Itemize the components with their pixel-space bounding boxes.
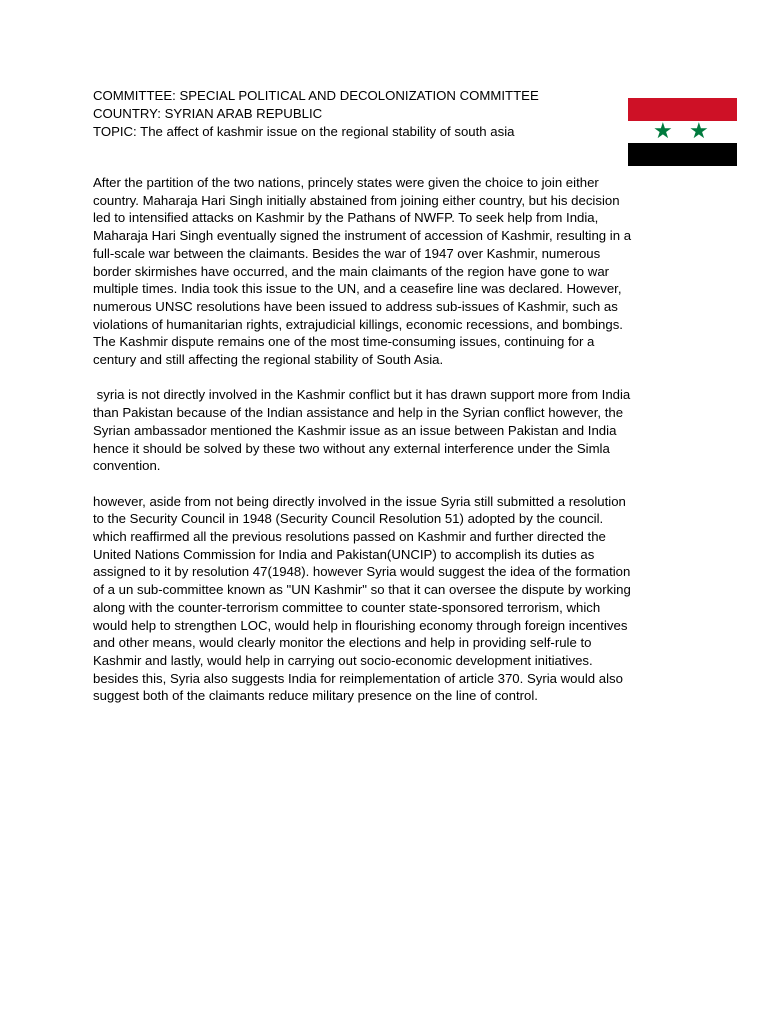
text-line: border skirmishes have occurred, and the main claimants of the region have gone to war — [93, 263, 610, 279]
text-line: numerous UNSC resolutions have been issued to address sub-issues of Kashmir, such as — [93, 298, 618, 314]
text-line: After the partition of the two nations, princely states were given the choice to join either — [93, 175, 599, 190]
text-line: and other means, would clearly monitor the elections and help in providing self-rule to — [93, 635, 592, 651]
text-line: led to intensified attacks on Kashmir by the Pathans of NWFP. To seek help from India, — [93, 210, 599, 226]
text-line: convention. — [93, 458, 161, 474]
green-star-icon: ★ — [689, 118, 709, 144]
committee-line: COMMITTEE: SPECIAL POLITICAL AND DECOLONIZATION COMMITTEE — [93, 88, 539, 103]
text-line: violations of humanitarian rights, extrajudicial killings, economic recessions, and bombings. — [93, 316, 623, 332]
text-line: Maharaja Hari Singh eventually signed the instrument of accession of Kashmir, resulting in a — [93, 228, 632, 244]
text-line: multiple times. India took this issue to the UN, and a ceasefire line was declared. However, — [93, 281, 622, 297]
text-line: assigned to it by resolution 47(1948). however Syria would suggest the idea of the formation — [93, 564, 631, 580]
text-line: which reaffirmed all the previous resolutions passed on Kashmir and further directed the — [93, 529, 606, 545]
flag-white-band — [628, 118, 737, 144]
text-line: to the Security Council in 1948 (Security Council Resolution 51) adopted by the council. — [93, 511, 604, 527]
text-line: along with the counter-terrorism committee to counter state-sponsored terrorism, which — [93, 599, 601, 615]
text-line: suggest both of the claimants reduce military presence on the line of control. — [93, 688, 538, 704]
syria-flag-icon — [628, 98, 737, 166]
text-line: United Nations Commission for India and Pakistan(UNCIP) to accomplish its duties as — [93, 546, 595, 562]
text-line: full-scale war between the claimants. Besides the war of 1947 over Kashmir, numerous — [93, 245, 601, 261]
text-line: would help to strengthen LOC, would help in flourishing economy through foreign incentives — [93, 617, 628, 633]
text-line: country. Maharaja Hari Singh initially abstained from joining either country, but his decision — [93, 192, 620, 208]
text-line: Kashmir and lastly, would help in carrying out socio-economic development initiatives. — [93, 652, 593, 668]
text-line: syria is not directly involved in the Kashmir conflict but it has drawn support more from India — [93, 387, 631, 403]
text-line: of a un sub-committee known as "UN Kashmir" so that it can oversee the dispute by working — [93, 582, 631, 598]
text-line: Syrian ambassador mentioned the Kashmir issue as an issue between Pakistan and India — [93, 422, 617, 438]
document-header — [93, 87, 613, 141]
text-line: than Pakistan because of the Indian assistance and help in the Syrian conflict however, the — [93, 405, 624, 421]
text-line: hence it should be solved by these two without any external interference under the Simla — [93, 440, 610, 456]
green-star-icon: ★ — [653, 118, 673, 144]
text-line: The Kashmir dispute remains one of the most time-consuming issues, continuing for a — [93, 334, 595, 350]
text-line: however, aside from not being directly involved in the issue Syria still submitted a resolution — [93, 493, 626, 509]
flag-black-band — [628, 143, 737, 166]
country-line: COUNTRY: SYRIAN ARAB REPUBLIC — [93, 106, 323, 121]
paragraph — [93, 174, 683, 369]
flag-red-band — [628, 98, 737, 121]
paragraph — [93, 493, 683, 705]
text-line: century and still affecting the regional stability of South Asia. — [93, 352, 444, 368]
topic-line: TOPIC: The affect of kashmir issue on the regional stability of south asia — [93, 124, 515, 139]
paragraph — [93, 386, 683, 475]
text-line: besides this, Syria also suggests India for reimplementation of article 370. Syria would also — [93, 670, 623, 686]
document-body — [93, 174, 683, 723]
